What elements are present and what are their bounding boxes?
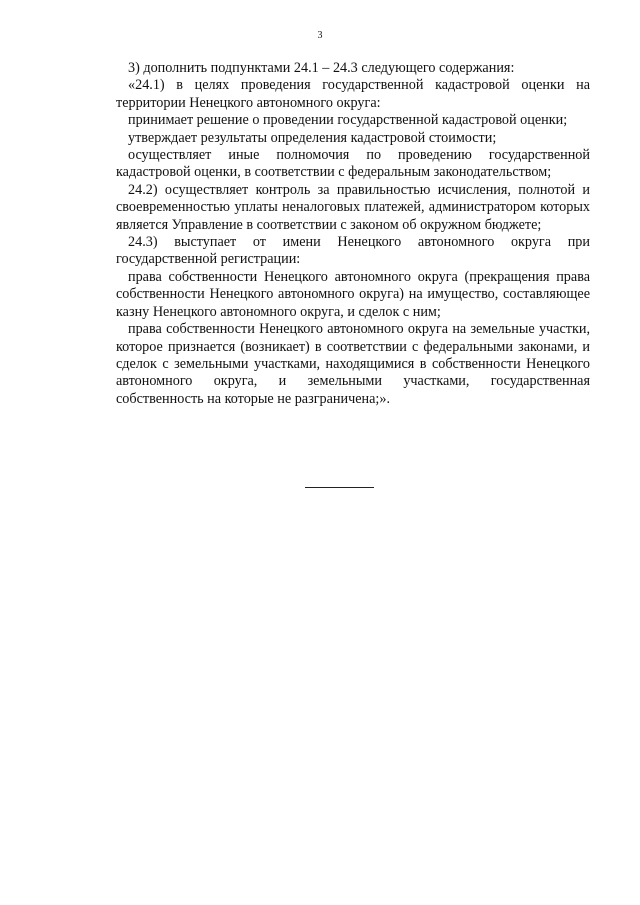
paragraph-land-plots: права собственности Ненецкого автономного округа на земельные участки, которое признается (возникает) в соответствии с федеральными законами, и сделок с земельными участками, находящимися в собственности Ненецкого автономного округа, и земельными участками, государственная собственность на которые не разграничена;». <box>116 321 590 407</box>
paragraph-subitem-24-3: 24.3) выступает от имени Ненецкого автономного округа при государственной регистрации: <box>116 234 590 268</box>
paragraph-decision: принимает решение о проведении государственной кадастровой оценки; <box>128 112 568 129</box>
paragraph-item-3: 3) дополнить подпунктами 24.1 – 24.3 следующего содержания: <box>128 60 515 76</box>
paragraph-subitem-24-1: «24.1) в целях проведения государственной кадастровой оценки на территории Ненецкого автономного округа: <box>116 77 590 111</box>
paragraph-approval: утверждает результаты определения кадастровой стоимости; <box>128 129 497 146</box>
paragraph-subitem-24-2: 24.2) осуществляет контроль за правильностью исчисления, полнотой и своевременностью уплаты неналоговых платежей, администратором которых является Управление в соответствии с законом об окружном бюджете; <box>116 181 590 233</box>
page-number: 3 <box>317 30 323 41</box>
end-divider <box>305 487 374 488</box>
document-body <box>116 60 590 408</box>
paragraph-treasury-property: права собственности Ненецкого автономного округа (прекращения права собственности Ненецкого автономного округа) на имущество, составляющее казну Ненецкого автономного округа, и сделок с ним; <box>116 268 590 320</box>
paragraph-other-powers: осуществляет иные полномочия по проведению государственной кадастровой оценки, в соответствии с федеральным законодательством; <box>116 147 590 181</box>
